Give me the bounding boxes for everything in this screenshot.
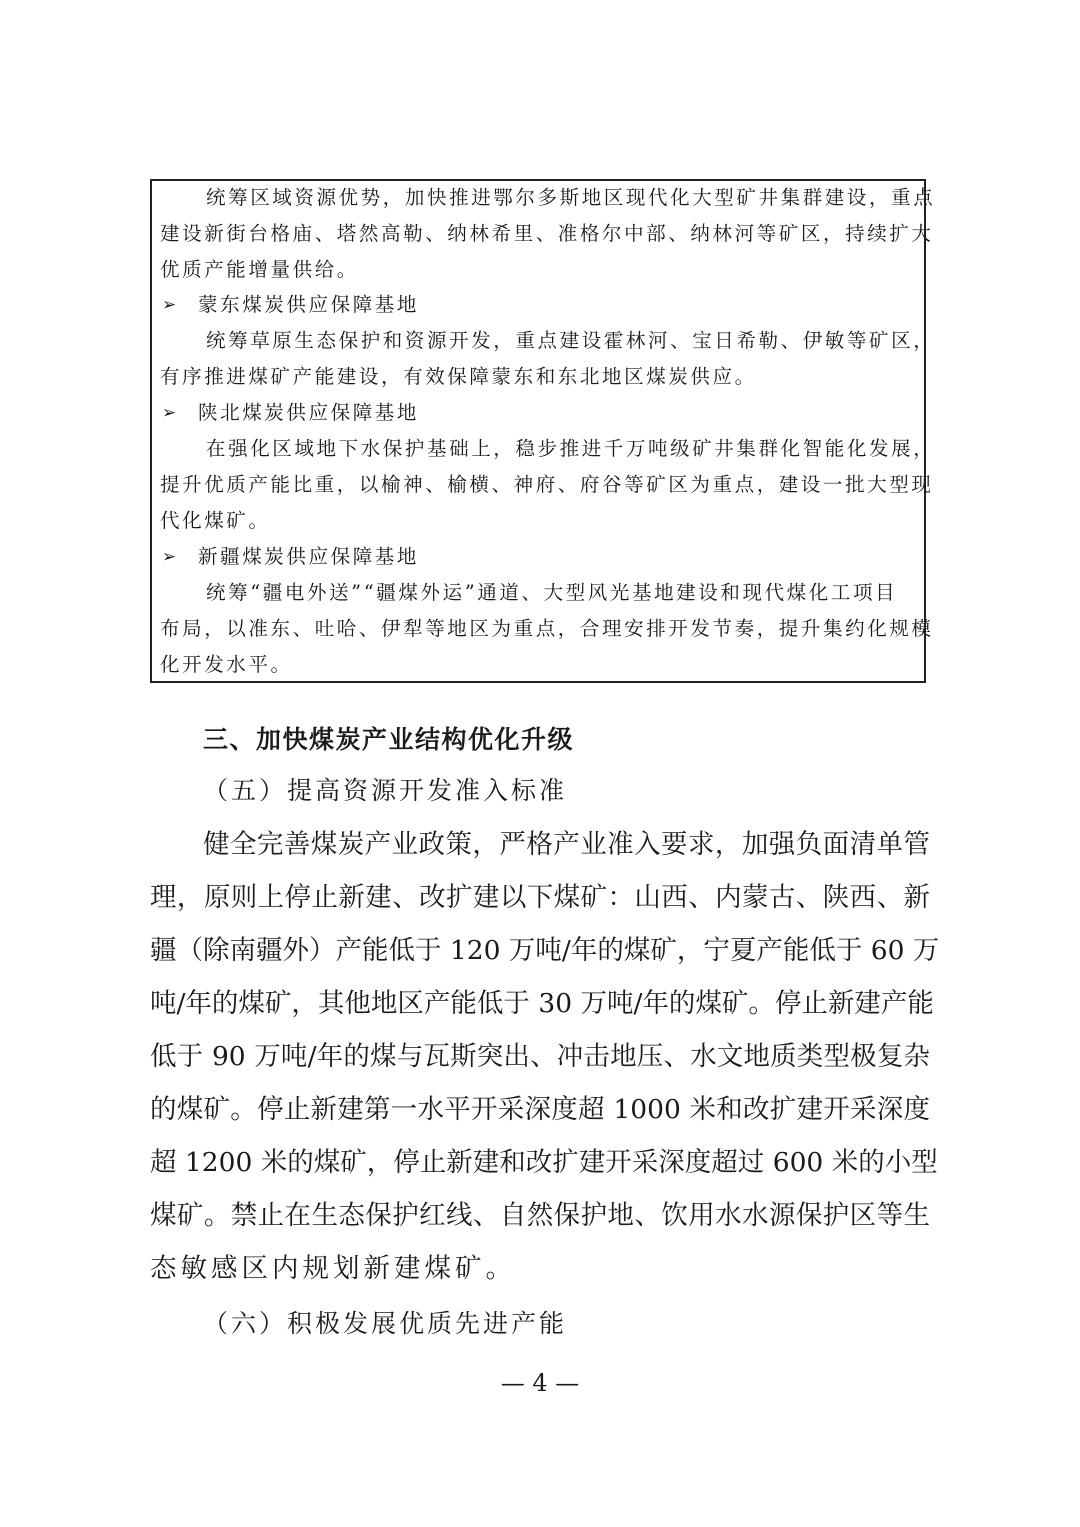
subheading: （五）提高资源开发准入标准 <box>203 776 568 805</box>
box-text-line: 统筹“疆电外送”“疆煤外运”通道、大型风光基地建设和现代煤化工项目 <box>206 581 898 604</box>
bullet-heading-text: 陕北煤炭供应保障基地 <box>198 401 420 424</box>
box-text-line: 统筹区域资源优势，加快推进鄂尔多斯地区现代化大型矿井集群建设，重点 <box>206 186 936 209</box>
paragraph-line: 低于 90 万吨/年的煤与瓦斯突出、冲击地压、水文地质类型极复杂 <box>150 1041 930 1072</box>
boxed-text-frame <box>150 179 934 683</box>
box-text-line: 有序推进煤矿产能建设，有效保障蒙东和东北地区煤炭供应。 <box>160 365 757 388</box>
bullet-heading-text: 蒙东煤炭供应保障基地 <box>198 293 420 316</box>
paragraph-line: 健全完善煤炭产业政策，严格产业准入要求，加强负面清单管 <box>203 829 930 860</box>
box-text-line: 化开发水平。 <box>160 653 293 676</box>
box-text-line: 优质产能增量供给。 <box>160 258 359 281</box>
box-bullet-heading <box>162 545 922 569</box>
box-text-line: 布局，以准东、吐哈、伊犁等地区为重点，合理安排开发节奏，提升集约化规模 <box>160 617 934 640</box>
box-text-line: 代化煤矿。 <box>160 509 271 532</box>
paragraph-line: 的煤矿。停止新建第一水平开采深度超 1000 米和改扩建开采深度 <box>150 1094 930 1125</box>
arrow-bullet-icon: ➢ <box>162 547 179 567</box>
paragraph-line: 煤矿。禁止在生态保护红线、自然保护地、饮用水水源保护区等生 <box>150 1200 930 1231</box>
paragraph-line: 吨/年的煤矿，其他地区产能低于 30 万吨/年的煤矿。停止新建产能 <box>150 988 934 1019</box>
box-text-line: 在强化区域地下水保护基础上，稳步推进千万吨级矿井集群化智能化发展， <box>206 437 936 460</box>
arrow-bullet-icon: ➢ <box>162 403 179 423</box>
arrow-bullet-icon: ➢ <box>162 295 179 315</box>
box-bullet-heading <box>162 293 922 317</box>
section-heading: 三、加快煤炭产业结构优化升级 <box>203 725 575 754</box>
box-text-line: 统筹草原生态保护和资源开发，重点建设霍林河、宝日希勒、伊敏等矿区， <box>206 329 936 352</box>
box-text-line: 提升优质产能比重，以榆神、榆横、神府、府谷等矿区为重点，建设一批大型现 <box>160 473 934 496</box>
box-bullet-heading <box>162 401 922 425</box>
paragraph-line: 态敏感区内规划新建煤矿。 <box>150 1253 516 1284</box>
paragraph-line: 理，原则上停止新建、改扩建以下煤矿：山西、内蒙古、陕西、新 <box>150 882 930 913</box>
bullet-heading-text: 新疆煤炭供应保障基地 <box>198 545 420 568</box>
paragraph-line: 疆（除南疆外）产能低于 120 万吨/年的煤矿，宁夏产能低于 60 万 <box>150 935 940 966</box>
box-text-line: 建设新街台格庙、塔然高勒、纳林希里、准格尔中部、纳林河等矿区，持续扩大 <box>160 222 934 245</box>
subheading: （六）积极发展优质先进产能 <box>203 1309 568 1338</box>
paragraph-line: 超 1200 米的煤矿，停止新建和改扩建开采深度超过 600 米的小型 <box>150 1147 938 1178</box>
page-number: — 4 — <box>500 1369 580 1397</box>
